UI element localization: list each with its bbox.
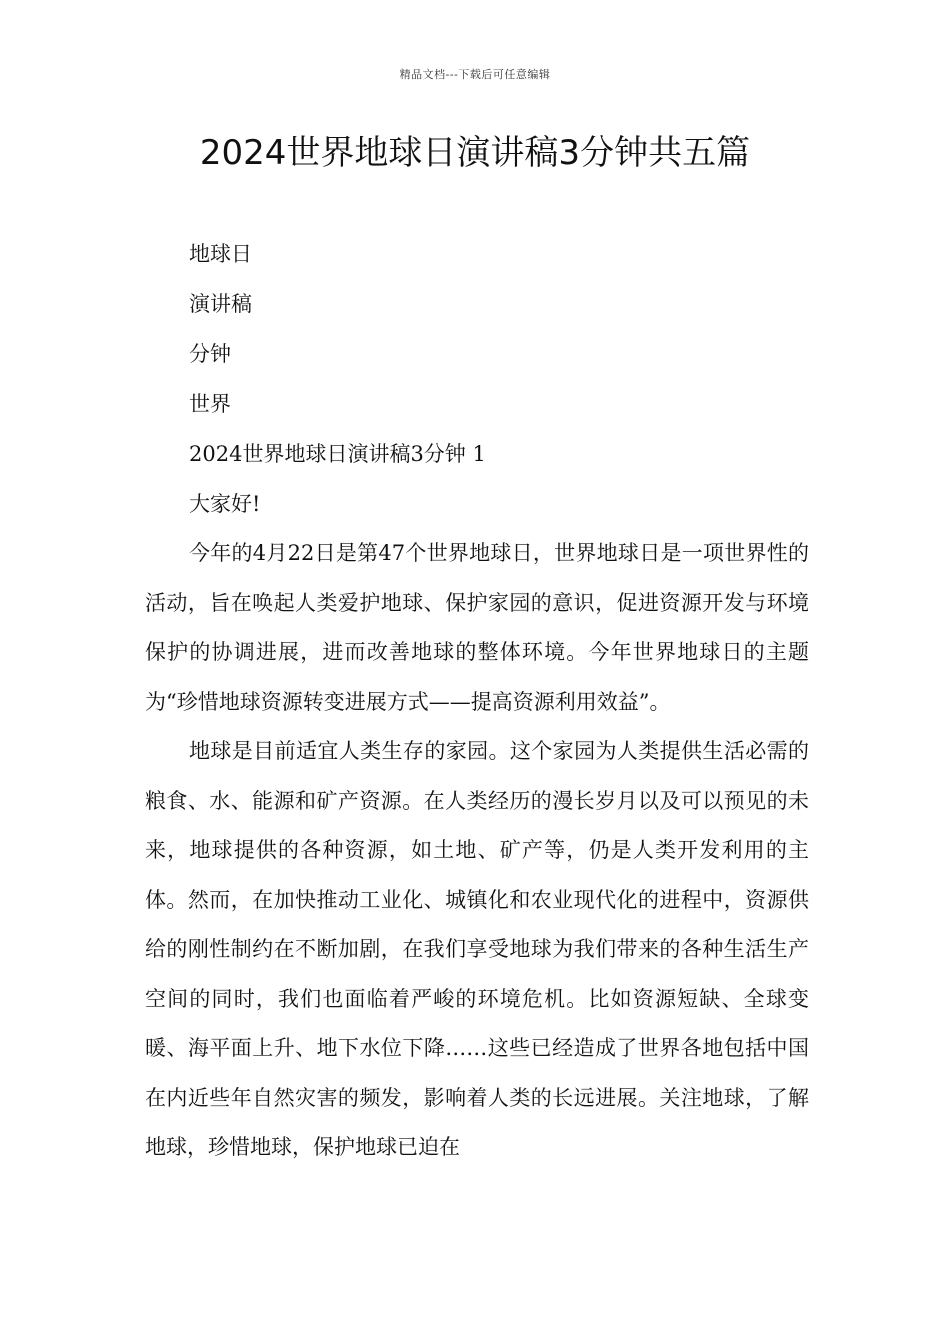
greeting: 大家好!: [189, 492, 261, 516]
body-paragraph: 地球是目前适宜人类生存的家园。这个家园为人类提供生活必需的粮食、水、能源和矿产资源。在人类经历的漫长岁月以及可以预见的未来，地球提供的各种资源，如土地、矿产等，仍是人类开发利用的主体。然而，在加快推动工业化、城镇化和农业现代化的进程中，资源供给的刚性制约在不断加剧，在我们享受地球为我们带来的各种生活生产空间的同时，我们也面临着严峻的环境危机。比如资源短缺、全球变暖、海平面上升、地下水位下降……这些已经造成了世界各地包括中国在内近些年自然灾害的频发，影响着人类的长远进展。关注地球，了解地球，珍惜地球，保护地球已迫在: [145, 739, 809, 1159]
header-note: 精品文档---下载后可任意编辑: [399, 68, 551, 81]
section-heading: 2024世界地球日演讲稿3分钟 1: [189, 442, 486, 466]
body-paragraph: 今年的4月22日是第47个世界地球日，世界地球日是一项世界性的活动，旨在唤起人类爱护地球、保护家园的意识，促进资源开发与环境保护的协调进展，进而改善地球的整体环境。今年世界地球日的主题为“珍惜地球资源转变进展方式——提高资源利用效益”。: [145, 541, 809, 714]
document-body: [145, 229, 809, 1173]
document-title: 2024世界地球日演讲稿3分钟共五篇: [199, 133, 751, 173]
keyword-line: 世界: [189, 392, 231, 416]
keyword-line: 地球日: [189, 242, 252, 266]
keyword-line: 分钟: [189, 342, 231, 366]
keyword-line: 演讲稿: [189, 292, 252, 316]
